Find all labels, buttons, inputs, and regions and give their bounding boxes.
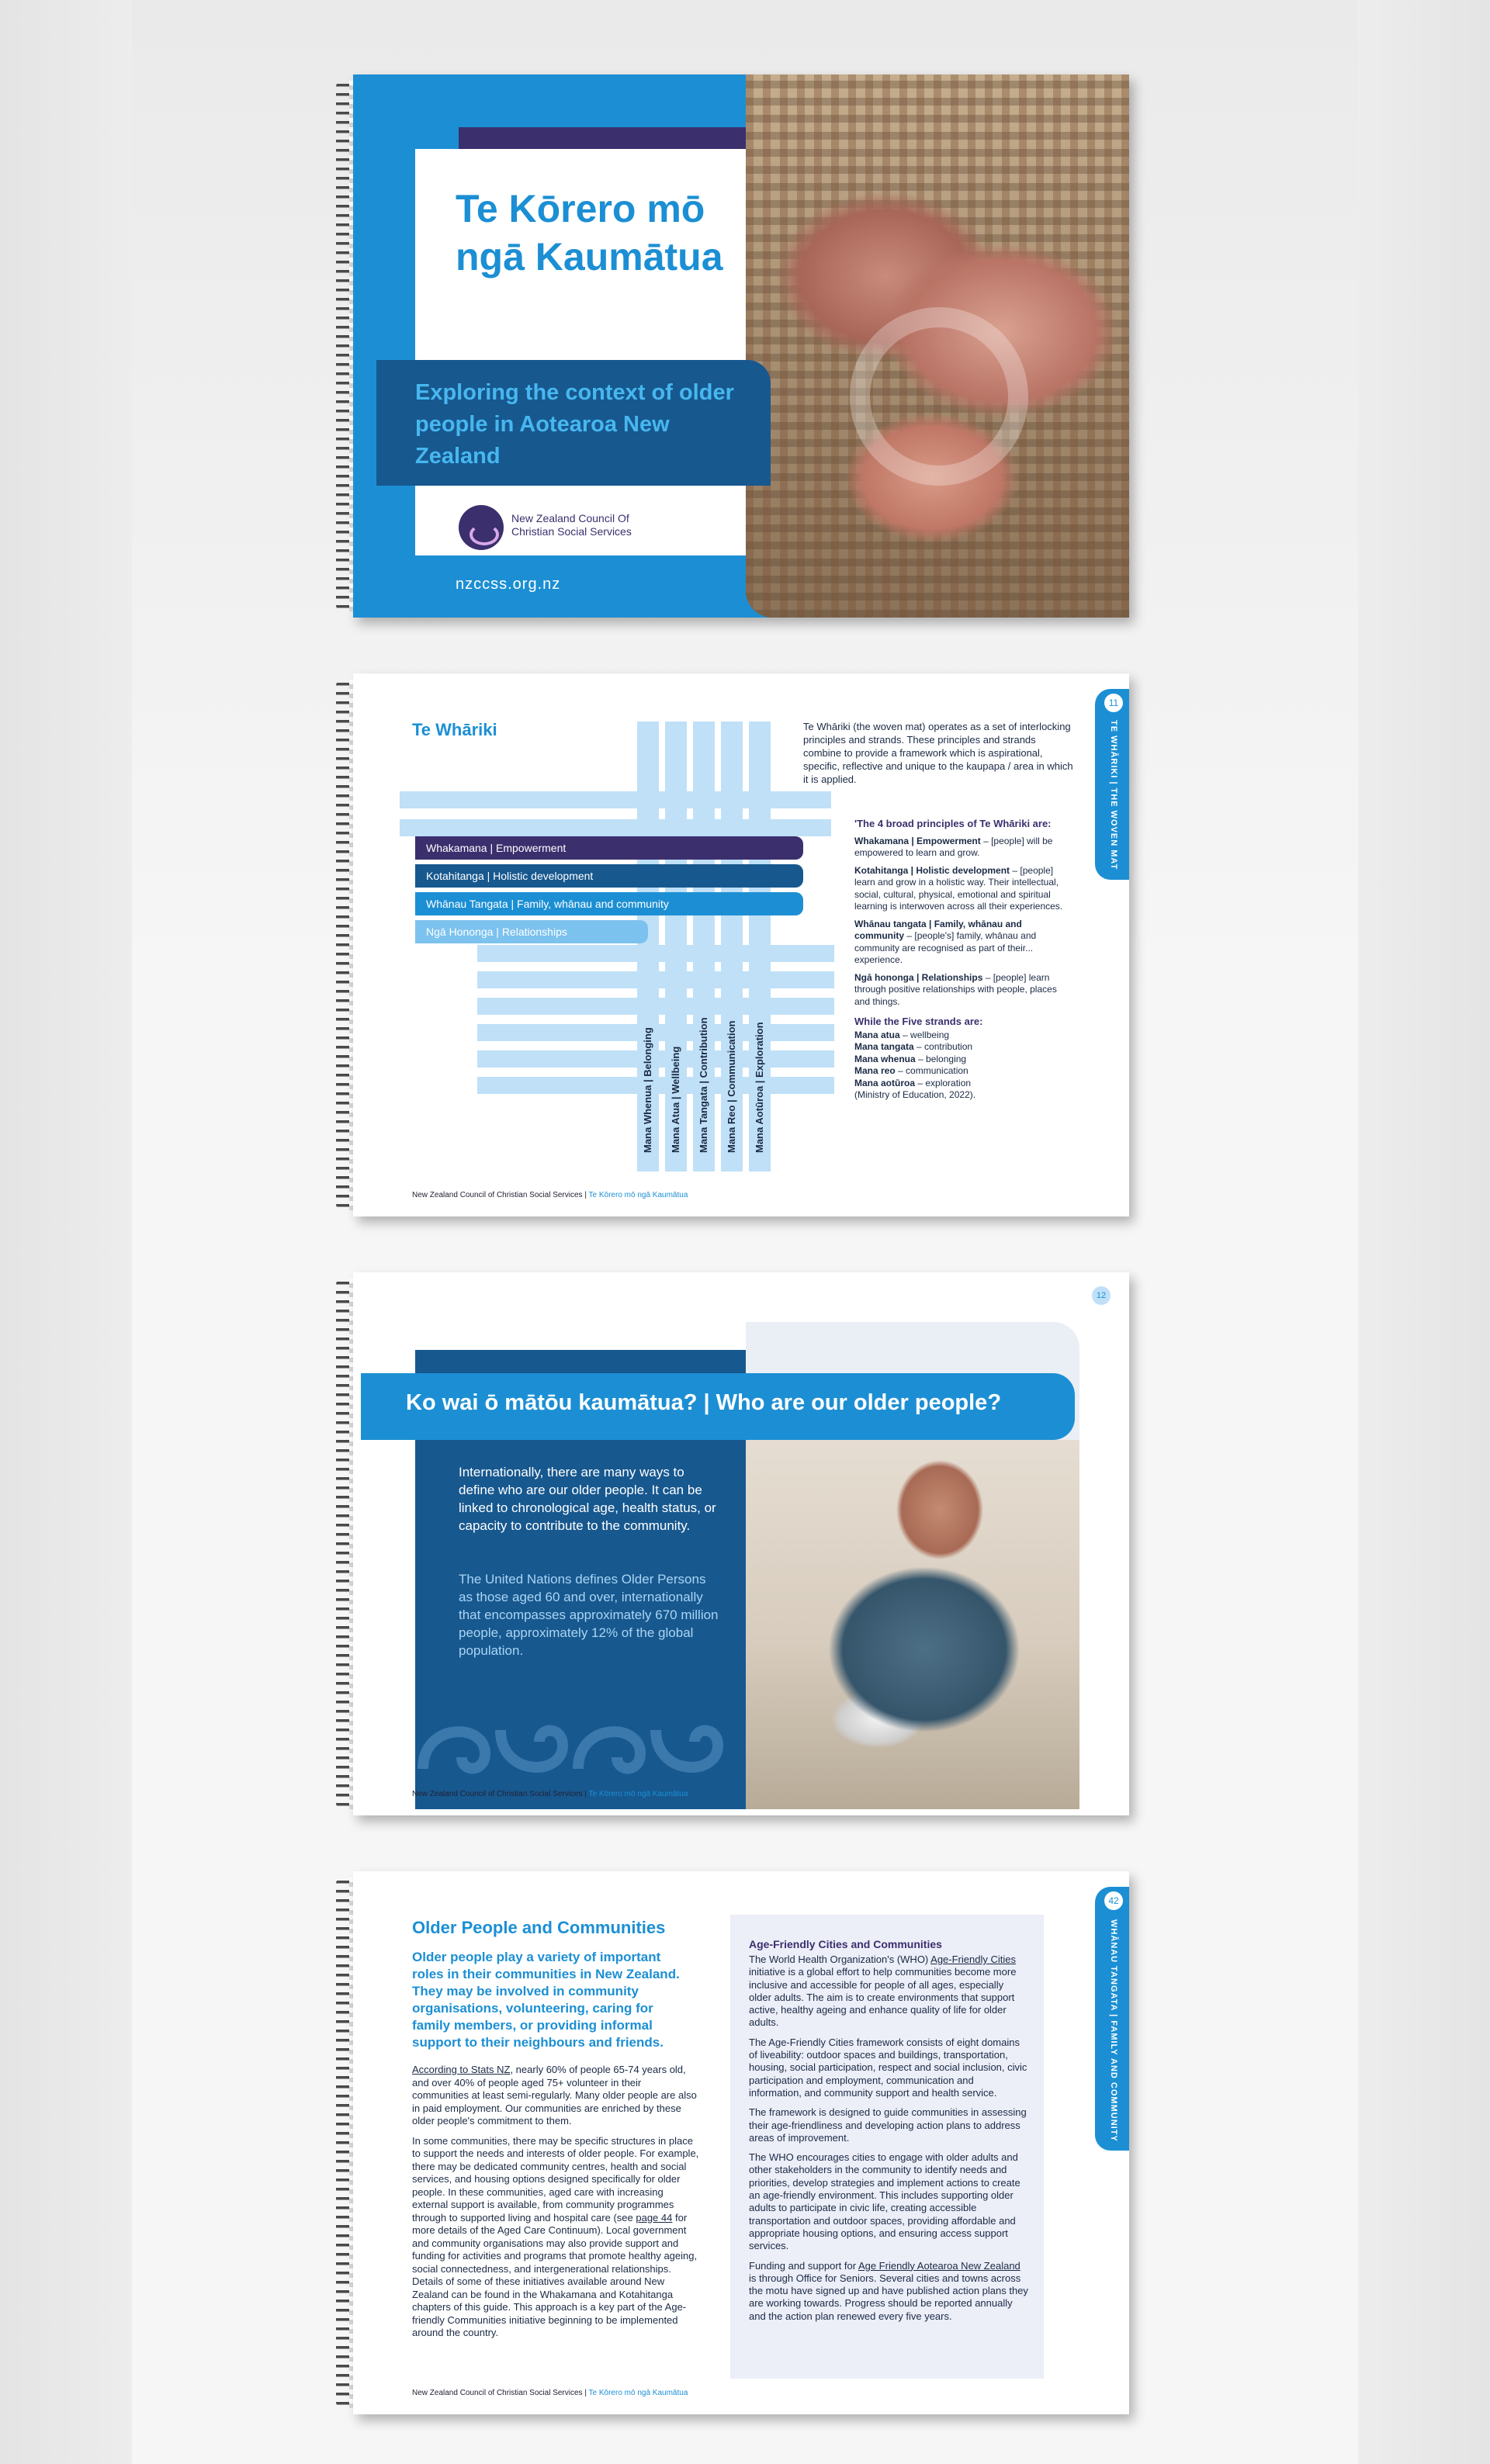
koru-pattern-icon (415, 1707, 746, 1792)
strand-item: Mana reo – communication (854, 1065, 968, 1076)
age-friendly-cities-link[interactable]: Age-Friendly Cities (930, 1954, 1016, 1965)
page-heading: Te Whāriki (412, 720, 497, 739)
lead-paragraph: Older people play a variety of important roles in their communities in New Zealand. They may be involved in community organisations, volunteering, caring for family members, or providing informal support to their neighbours and friends. (412, 1950, 680, 2050)
accent-bar (459, 127, 746, 149)
principles-list (854, 818, 1073, 1102)
section-tab-label: WHĀNAU TANGATA | FAMILY AND COMMUNITY (1109, 1919, 1118, 2142)
strand-mana-reo: Mana Reo | Communication (726, 1020, 737, 1153)
woven-strand (477, 1077, 834, 1094)
stats-nz-link[interactable]: According to Stats NZ (412, 2064, 511, 2075)
koru-watermark (850, 307, 1028, 486)
cover-title: Te Kōrero mō ngā Kaumātua (456, 187, 723, 279)
sidebar-paragraph: The Age-Friendly Cities framework consists of eight domains of liveability: outdoor spaces and buildings, transportation, housing, social participation, respect and social inclusion, civic participation and employment, communication and information, and community support and health service. (749, 2036, 1027, 2099)
principle-item: Ngā hononga | Relationships – [people] learn through positive relationships with people, places and things. (854, 971, 1057, 1007)
principle-whakamana: Whakamana | Empowerment (415, 836, 803, 860)
section-tab-label: TE WHĀRIKI | THE WOVEN MAT (1109, 720, 1118, 870)
woven-strand (400, 791, 831, 808)
principle-whanau-tangata: Whānau Tangata | Family, whānau and community (415, 892, 803, 915)
principle-item: Whakamana | Empowerment – [people] will be empowered to learn and grow. (854, 835, 1053, 858)
strand-mana-atua: Mana Atua | Wellbeing (670, 1046, 681, 1153)
woven-strand (400, 819, 831, 836)
strand-item: Mana aotūroa – exploration (854, 1077, 972, 1088)
communities-page (353, 1871, 1129, 2414)
sidebar-text (749, 1954, 1028, 2330)
strand-mana-tangata: Mana Tangata | Contribution (698, 1017, 709, 1153)
page-number: 11 (1104, 694, 1123, 712)
woven-strand (477, 998, 834, 1015)
intro-paragraph: Te Whāriki (the woven mat) operates as a set of interlocking principles and strands. These principles and strands combine to provide a framework which is aspirational, specific, reflective and unique to the kaupapa / area in which it is applied. (803, 721, 1073, 785)
principle-item: Whānau tangata | Family, whānau and community – [people's] family, whānau and community are recognised as part of their... experience. (854, 918, 1037, 965)
principles-heading: 'The 4 broad principles of Te Whāriki are: (854, 818, 1052, 829)
body-text (412, 2064, 699, 2347)
strand-mana-whenua: Mana Whenua | Belonging (642, 1027, 653, 1153)
strands-heading: While the Five strands are: (854, 1016, 983, 1027)
strand-item: Mana whenua – belonging (854, 1053, 967, 1064)
page-number: 12 (1092, 1286, 1111, 1305)
body-paragraph: In some communities, there may be specific structures in place to support the needs and interests of older people. For example, there may be dedicated community centres, health and social services, and housing options designed specifically for older people. In these communities, aged care with increasing external support is available, from community programmes through to supported living and hospital care (see page 44 for more details of the Aged Care Continuum). Local government and community organisations may also provide support and funding for activities and programs that promote healthy ageing, social connectedness, and intergenerational relationships. Details of some of these initiatives available around New Zealand can be found in the Whakamana and Kotahitanga chapters of this guide. This approach is a key part of the Age-friendly Communities initiative beginning to be implemented around the country. (412, 2134, 699, 2338)
older-people-page (353, 1272, 1129, 1815)
page-footer: New Zealand Council of Christian Social Services | Te Kōrero mō ngā Kaumātua (412, 1790, 688, 1798)
body-paragraph: According to Stats NZ, nearly 60% of people 65-74 years old, and over 40% of people aged 75+ volunteer in their communities at least semi-regularly. Many older people are also in paid employment. Our communities are enriched by these older people's commitment to them. (412, 2064, 697, 2127)
woven-strand (477, 971, 834, 988)
un-definition-paragraph: The United Nations defines Older Persons as those aged 60 and over, internationally that encompasses approximately 670 million people, approximately 12% of the global population. (459, 1572, 719, 1658)
sidebar-paragraph: Funding and support for Age Friendly Aotearoa New Zealand is through Office for Seniors. Several cities and towns across the motu have signed up and have published action plans they are working towards. Progress should be reported annually and the action plan renewed every five years. (749, 2259, 1028, 2322)
sidebar-paragraph: The framework is designed to guide communities in assessing their age-friendliness and developing action plans to address areas of improvement. (749, 2106, 1027, 2144)
nzccss-logo-icon (459, 505, 504, 550)
woven-strand (477, 1024, 834, 1041)
woven-strand (477, 945, 834, 962)
page-footer: New Zealand Council of Christian Social Services | Te Kōrero mō ngā Kaumātua (412, 2389, 688, 2397)
page-heading: Older People and Communities (412, 1918, 666, 1937)
te-whariki-page (353, 673, 1129, 1216)
principle-nga-hononga: Ngā Hononga | Relationships (415, 920, 648, 943)
woven-strand (477, 1050, 834, 1068)
strand-item: Mana tangata – contribution (854, 1041, 973, 1052)
cover-subtitle: Exploring the context of older people in Aotearoa New Zealand (415, 380, 734, 469)
intro-paragraph: Internationally, there are many ways to define who are our older people. It can be linked to chronological age, health status, or capacity to contribute to the community. (459, 1465, 716, 1533)
sidebar-heading: Age-Friendly Cities and Communities (749, 1938, 942, 1950)
page-number: 42 (1104, 1891, 1123, 1910)
strand-item: Mana atua – wellbeing (854, 1029, 950, 1040)
page-footer: New Zealand Council of Christian Social Services | Te Kōrero mō ngā Kaumātua (412, 1191, 688, 1199)
strand-mana-aoturoa: Mana Aotūroa | Exploration (754, 1022, 765, 1153)
age-friendly-aotearoa-link[interactable]: Age Friendly Aotearoa New Zealand (858, 2259, 1020, 2272)
page-title: Ko wai ō mātōu kaumātua? | Who are our older people? (406, 1390, 1002, 1415)
citation: (Ministry of Education, 2022). (854, 1089, 976, 1100)
cover-page (353, 74, 1129, 618)
principle-kotahitanga: Kotahitanga | Holistic development (415, 864, 803, 888)
principle-item: Kotahitanga | Holistic development – [people] learn and grow in a holistic way. Their intellectual, social, cultural, physical, emotional and spiritual learning is interwoven across all their experiences. (854, 864, 1063, 912)
older-man-reading-photo (746, 1440, 1079, 1809)
website-url: nzccss.org.nz (456, 576, 561, 593)
page-44-link[interactable]: page 44 (636, 2211, 673, 2223)
org-name: New Zealand Council Of Christian Social Services (511, 512, 632, 538)
sidebar-paragraph: The WHO encourages cities to engage with older adults and other stakeholders in the community to identify needs and priorities, develop strategies and implement actions to create an age-friendly environment. This includes supporting older adults to participate in civic life, creating accessible transportation and outdoor spaces, providing affordable and appropriate housing options, and ensuring access support services. (749, 2151, 1020, 2252)
sidebar-paragraph: The World Health Organization's (WHO) Age-Friendly Cities initiative is a global effort to help communities become more inclusive and accessible for people of all ages, especially older adults. The aim is to create environments that support active, healthy ageing and enhance quality of life for older adults. (749, 1954, 1017, 2029)
